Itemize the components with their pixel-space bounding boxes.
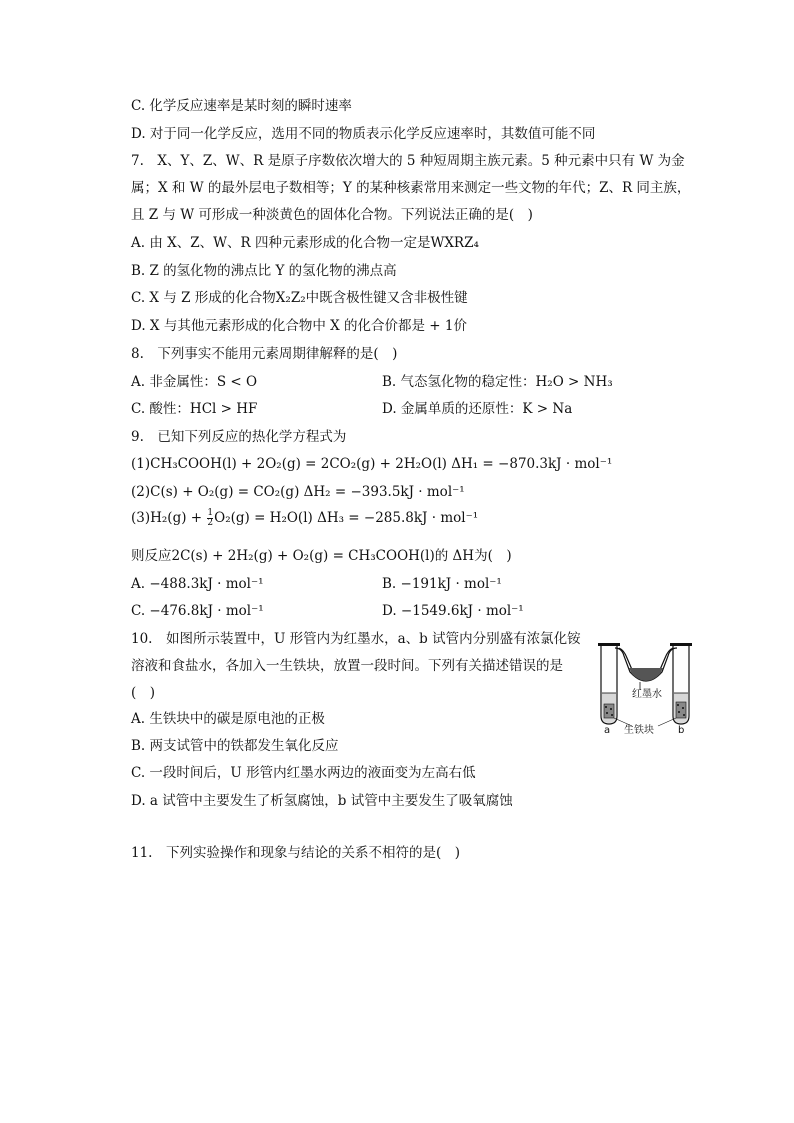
question-7-line-2: 属；X 和 W 的最外层电子数相等；Y 的某种核素常用来测定一些文物的年代；Z、R 同主族， — [131, 180, 691, 196]
u-tube — [615, 648, 677, 681]
fraction-denominator: 2 — [207, 518, 214, 528]
question-10-option-b: B. 两支试管中的铁都发生氧化反应 — [131, 738, 339, 754]
question-9-ask: 则反应2C(s) + 2H₂(g) + O₂(g) = CH₃COOH(l)的 ΔH为( ) — [131, 548, 512, 564]
question-9-equation-1: (1)CH₃COOH(l) + 2O₂(g) = 2CO₂(g) + 2H₂O(l) ΔH₁ = −870.3kJ · mol⁻¹ — [131, 456, 613, 472]
question-10-line-3: ( ) — [131, 685, 156, 701]
label-tube-b: b — [678, 725, 685, 736]
question-10-option-a: A. 生铁块中的碳是原电池的正极 — [131, 711, 325, 727]
question-8-stem: 8. 下列事实不能用元素周期律解释的是( ) — [131, 346, 398, 362]
question-8-option-b: B. 气态氢化物的稳定性：H₂O > NH₃ — [382, 374, 613, 390]
question-9-equation-3 — [131, 509, 478, 528]
question-10-line-1: 10. 如图所示装置中，U 形管内为红墨水，a、b 试管内分别盛有浓氯化铵 — [131, 631, 581, 647]
question-10-option-d: D. a 试管中主要发生了析氢腐蚀，b 试管中主要发生了吸氧腐蚀 — [131, 793, 513, 809]
test-tube-a — [598, 643, 620, 724]
iron-block-a — [604, 704, 614, 718]
question-9-option-b: B. −191kJ · mol⁻¹ — [382, 576, 502, 592]
question-9-stem: 9. 已知下列反应的热化学方程式为 — [131, 429, 347, 445]
test-tube-b — [670, 643, 692, 724]
equation-3-prefix: (3)H₂(g) + — [131, 510, 207, 526]
question-7-option-d: D. X 与其他元素形成的化合物中 X 的化合价都是 + 1价 — [131, 318, 468, 334]
question-10-line-2: 溶液和食盐水，各加入一生铁块，放置一段时间。下列有关描述错误的是 — [131, 658, 563, 674]
label-red-ink: 红墨水 — [632, 689, 662, 700]
label-iron-block: 生铁块 — [624, 725, 654, 736]
option-c-top: C. 化学反应速率是某时刻的瞬时速率 — [131, 98, 352, 114]
question-7-option-c: C. X 与 Z 形成的化合物X₂Z₂中既含极性键又含非极性键 — [131, 290, 468, 306]
question-8-option-a: A. 非金属性：S < O — [131, 374, 258, 390]
iron-block-b — [676, 702, 686, 718]
question-9-equation-2: (2)C(s) + O₂(g) = CO₂(g) ΔH₂ = −393.5kJ · mol⁻¹ — [131, 484, 465, 500]
label-tube-a: a — [604, 725, 611, 736]
question-10-option-c: C. 一段时间后，U 形管内红墨水两边的液面变为左高右低 — [131, 765, 476, 781]
question-7-line-3: 且 Z 与 W 可形成一种淡黄色的固体化合物。下列说法正确的是( ) — [131, 207, 533, 223]
fraction-one-half — [207, 509, 213, 528]
question-7-line-1: 7. X、Y、Z、W、R 是原子序数依次增大的 5 种短周期主族元素。5 种元素中只有 W 为金 — [131, 153, 685, 169]
question-11-stem: 11. 下列实验操作和现象与结论的关系不相符的是( ) — [131, 845, 461, 861]
question-8-option-c: C. 酸性：HCl > HF — [131, 401, 258, 417]
iron-pointer-line-b — [658, 718, 676, 726]
question-9-option-c: C. −476.8kJ · mol⁻¹ — [131, 603, 264, 619]
question-9-option-a: A. −488.3kJ · mol⁻¹ — [131, 576, 264, 592]
question-8-option-d: D. 金属单质的还原性：K > Na — [382, 401, 573, 417]
question-7-option-a: A. 由 X、Z、W、R 四种元素形成的化合物一定是WXRZ₄ — [131, 235, 479, 251]
u-tube-apparatus-figure — [596, 638, 696, 736]
question-9-option-d: D. −1549.6kJ · mol⁻¹ — [382, 603, 524, 619]
equation-3-suffix: O₂(g) = H₂O(l) ΔH₃ = −285.8kJ · mol⁻¹ — [214, 510, 479, 526]
question-7-option-b: B. Z 的氢化物的沸点比 Y 的氢化物的沸点高 — [131, 263, 397, 279]
fraction-numerator: 1 — [207, 508, 214, 518]
option-d-top: D. 对于同一化学反应，选用不同的物质表示化学反应速率时，其数值可能不同 — [131, 126, 596, 142]
